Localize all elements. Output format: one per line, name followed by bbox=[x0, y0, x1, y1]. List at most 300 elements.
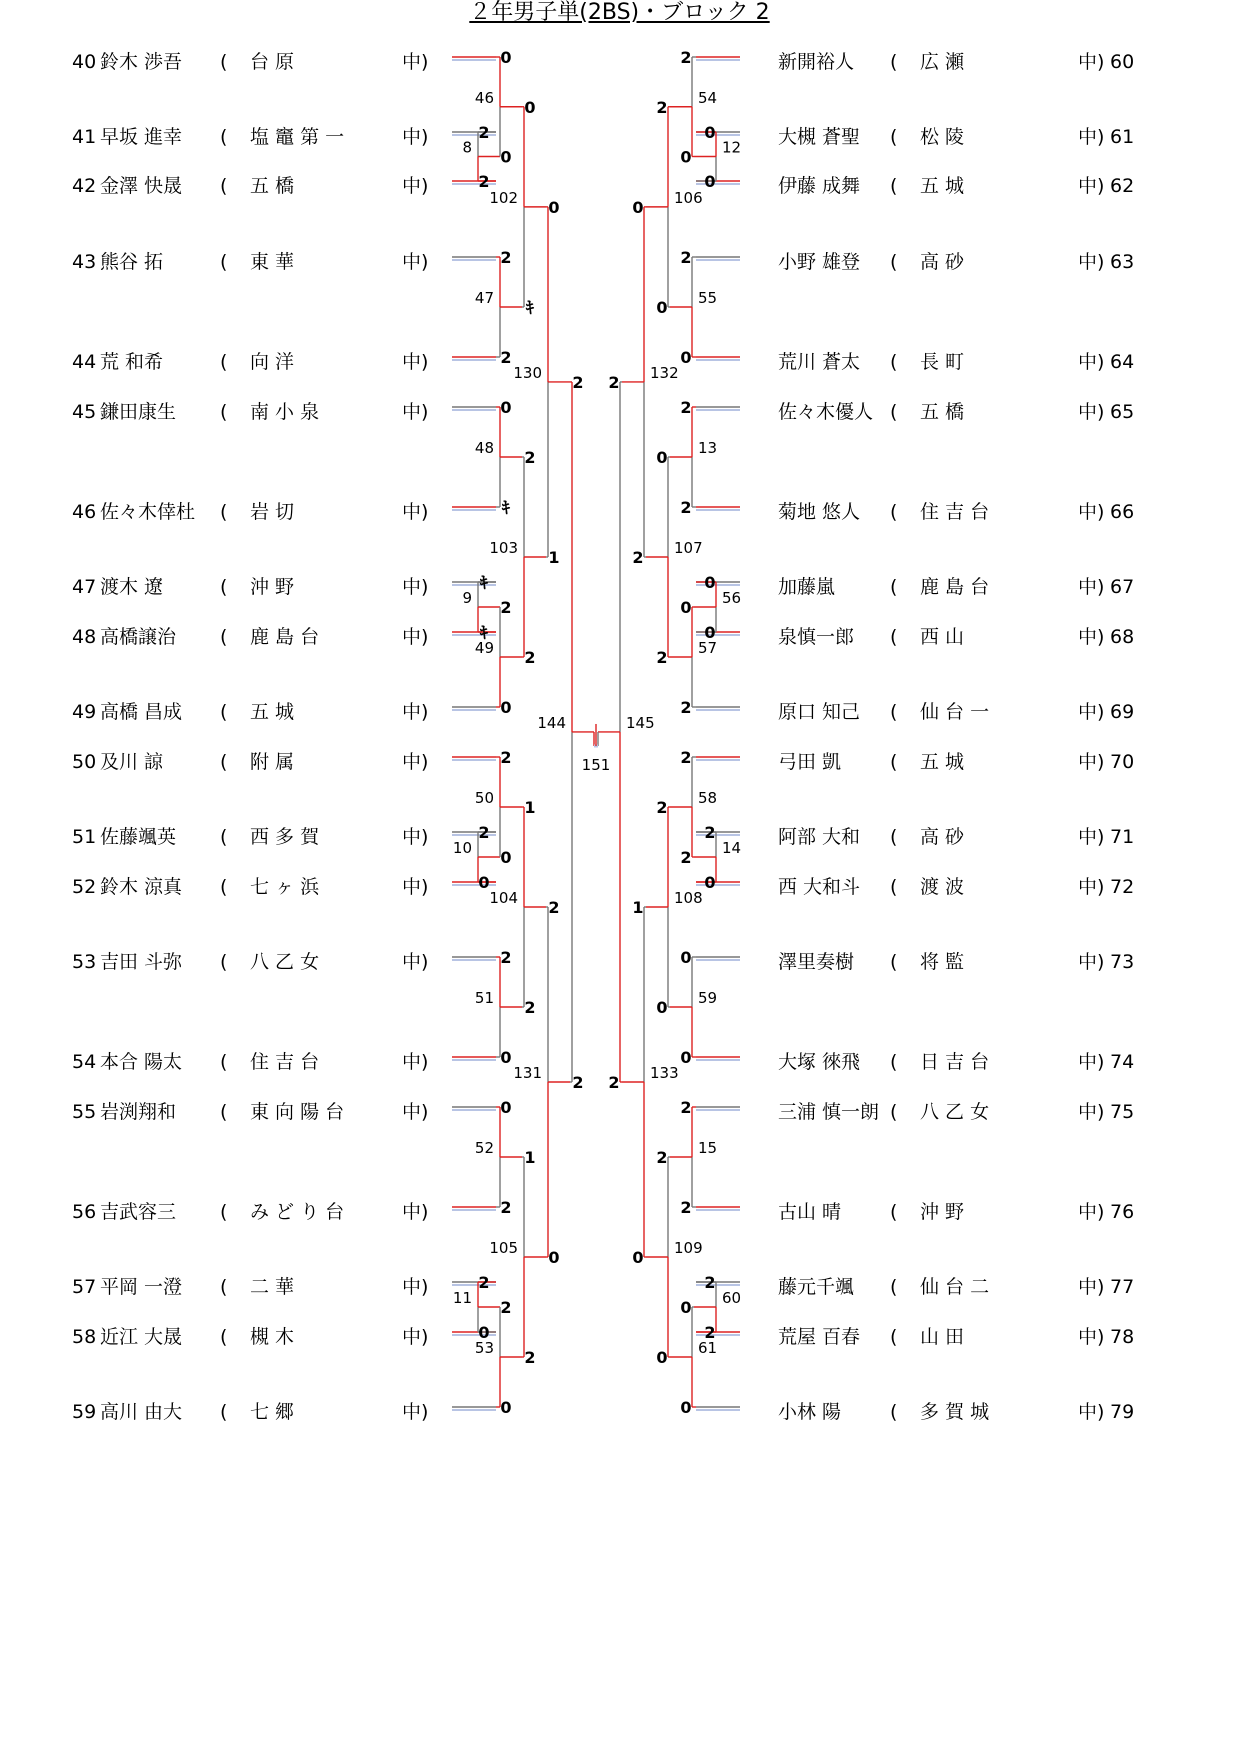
player-number: 55 bbox=[72, 1101, 97, 1123]
open-paren: ( bbox=[220, 751, 228, 773]
player-name: 西 大和斗 bbox=[778, 876, 861, 898]
player-school: 高 砂 bbox=[920, 826, 965, 848]
player-name: 近江 大晟 bbox=[100, 1326, 183, 1348]
school-suffix: 中) bbox=[1078, 626, 1105, 648]
match-score: 2 bbox=[548, 898, 560, 917]
player-number: 72 bbox=[1110, 876, 1135, 898]
player-name: 及川 諒 bbox=[100, 751, 164, 773]
match-number: 55 bbox=[698, 289, 718, 307]
match-score: 2 bbox=[478, 1273, 490, 1292]
match-number: 151 bbox=[581, 755, 611, 774]
match-number: 103 bbox=[489, 539, 518, 557]
player-number: 60 bbox=[1110, 51, 1135, 73]
match-number: 54 bbox=[698, 88, 718, 107]
player-school: 日 吉 台 bbox=[920, 1051, 990, 1073]
player-school: 附 属 bbox=[250, 751, 295, 773]
open-paren: ( bbox=[890, 351, 898, 373]
match-score: 0 bbox=[500, 698, 512, 717]
player-school: 七 郷 bbox=[250, 1401, 295, 1423]
match-score: 0 bbox=[500, 1098, 512, 1117]
player-name: 小林 陽 bbox=[778, 1401, 842, 1423]
match-score: 0 bbox=[500, 147, 512, 167]
match-number: 108 bbox=[674, 889, 703, 907]
match-number: 58 bbox=[698, 789, 718, 807]
player-school: 将 監 bbox=[920, 951, 965, 973]
match-number: 132 bbox=[650, 363, 679, 382]
player-name: 鎌田康生 bbox=[100, 401, 177, 423]
school-suffix: 中) bbox=[402, 626, 429, 648]
open-paren: ( bbox=[890, 501, 898, 523]
match-score: 2 bbox=[500, 748, 512, 767]
school-suffix: 中) bbox=[1078, 1401, 1105, 1423]
match-score: 1 bbox=[548, 548, 560, 567]
player-name: 佐々木優人 bbox=[778, 401, 874, 423]
match-score: ｷ bbox=[479, 573, 489, 592]
open-paren: ( bbox=[220, 1276, 228, 1298]
school-suffix: 中) bbox=[1078, 1101, 1105, 1123]
match-score: 0 bbox=[656, 298, 668, 317]
open-paren: ( bbox=[890, 751, 898, 773]
open-paren: ( bbox=[890, 826, 898, 848]
player-number: 69 bbox=[1110, 701, 1135, 723]
match-number: 57 bbox=[698, 639, 718, 657]
school-suffix: 中) bbox=[1078, 1051, 1105, 1073]
match-score: 1 bbox=[632, 898, 644, 917]
match-score: 0 bbox=[680, 1048, 692, 1067]
match-number: 8 bbox=[462, 138, 472, 157]
match-score: 2 bbox=[680, 698, 692, 717]
open-paren: ( bbox=[890, 1201, 898, 1223]
player-number: 79 bbox=[1110, 1401, 1135, 1423]
player-school: 沖 野 bbox=[920, 1201, 965, 1223]
player-number: 53 bbox=[72, 951, 97, 973]
open-paren: ( bbox=[890, 576, 898, 598]
player-school: 多 賀 城 bbox=[920, 1401, 990, 1423]
match-score: 0 bbox=[680, 598, 692, 617]
match-number: 105 bbox=[489, 1239, 518, 1257]
player-name: 阿部 大和 bbox=[778, 826, 861, 848]
player-name: 渡木 遼 bbox=[100, 576, 164, 598]
match-score: 0 bbox=[500, 398, 512, 417]
match-score: 0 bbox=[500, 48, 512, 67]
match-score: 2 bbox=[500, 948, 512, 967]
school-suffix: 中) bbox=[402, 175, 429, 197]
match-number: 48 bbox=[474, 439, 494, 457]
player-number: 49 bbox=[72, 701, 97, 723]
match-score: 0 bbox=[680, 348, 692, 367]
school-suffix: 中) bbox=[1078, 826, 1105, 848]
player-school: 槻 木 bbox=[250, 1326, 295, 1348]
school-suffix: 中) bbox=[1078, 701, 1105, 723]
player-name: 高橋譲治 bbox=[100, 626, 177, 648]
match-number: 11 bbox=[452, 1289, 472, 1307]
match-number: 12 bbox=[722, 138, 742, 157]
player-school: 塩 竈 第 一 bbox=[250, 126, 345, 148]
player-name: 伊藤 成舞 bbox=[778, 175, 861, 197]
player-name: 佐々木倖杜 bbox=[100, 501, 196, 523]
match-score: 0 bbox=[478, 1323, 490, 1342]
match-score: ｷ bbox=[501, 498, 511, 517]
match-score: 1 bbox=[524, 798, 536, 817]
open-paren: ( bbox=[220, 576, 228, 598]
open-paren: ( bbox=[890, 1101, 898, 1123]
match-score: 2 bbox=[680, 1198, 692, 1217]
open-paren: ( bbox=[890, 126, 898, 148]
player-school: 広 瀬 bbox=[920, 51, 965, 73]
match-score: 2 bbox=[478, 172, 490, 191]
match-number: 104 bbox=[489, 889, 518, 907]
player-school: 松 陵 bbox=[920, 126, 965, 148]
match-score: 2 bbox=[524, 648, 536, 667]
match-score: ｷ bbox=[525, 298, 535, 317]
open-paren: ( bbox=[220, 951, 228, 973]
open-paren: ( bbox=[890, 1326, 898, 1348]
school-suffix: 中) bbox=[1078, 501, 1105, 523]
school-suffix: 中) bbox=[1078, 1326, 1105, 1348]
match-score: 2 bbox=[656, 1148, 668, 1167]
player-number: 54 bbox=[72, 1051, 97, 1073]
player-number: 41 bbox=[72, 126, 97, 148]
player-number: 76 bbox=[1110, 1201, 1135, 1223]
match-score: 2 bbox=[608, 1073, 620, 1092]
open-paren: ( bbox=[890, 951, 898, 973]
school-suffix: 中) bbox=[402, 576, 429, 598]
match-number: 53 bbox=[474, 1339, 494, 1357]
player-number: 52 bbox=[72, 876, 97, 898]
player-name: 吉田 斗弥 bbox=[100, 951, 183, 973]
match-score: 0 bbox=[704, 123, 716, 142]
match-score: 0 bbox=[680, 948, 692, 967]
player-school: み ど り 台 bbox=[250, 1201, 345, 1223]
school-suffix: 中) bbox=[402, 1276, 429, 1298]
match-number: 61 bbox=[698, 1339, 718, 1357]
player-school: 高 砂 bbox=[920, 251, 965, 273]
school-suffix: 中) bbox=[1078, 576, 1105, 598]
school-suffix: 中) bbox=[402, 751, 429, 773]
match-number: 47 bbox=[474, 289, 494, 307]
match-score: 2 bbox=[704, 1273, 716, 1292]
open-paren: ( bbox=[890, 251, 898, 273]
player-name: 岩渕翔和 bbox=[100, 1101, 177, 1123]
player-name: 荒 和希 bbox=[100, 351, 164, 373]
player-name: 古山 晴 bbox=[778, 1201, 842, 1223]
open-paren: ( bbox=[220, 126, 228, 148]
player-school: 五 城 bbox=[920, 175, 965, 197]
school-suffix: 中) bbox=[1078, 951, 1105, 973]
match-score: 0 bbox=[704, 873, 716, 892]
school-suffix: 中) bbox=[1078, 175, 1105, 197]
player-school: 台 原 bbox=[250, 51, 295, 73]
player-name: 熊谷 拓 bbox=[100, 251, 164, 273]
match-number: 56 bbox=[722, 589, 742, 607]
player-school: 五 橋 bbox=[250, 175, 295, 197]
match-score: 2 bbox=[656, 648, 668, 667]
player-number: 78 bbox=[1110, 1326, 1135, 1348]
match-number: 131 bbox=[513, 1064, 542, 1082]
school-suffix: 中) bbox=[402, 1201, 429, 1223]
player-school: 東 向 陽 台 bbox=[250, 1101, 345, 1123]
player-school: 五 橋 bbox=[920, 401, 965, 423]
player-number: 73 bbox=[1110, 951, 1135, 973]
school-suffix: 中) bbox=[402, 126, 429, 148]
open-paren: ( bbox=[890, 626, 898, 648]
player-number: 50 bbox=[72, 751, 97, 773]
open-paren: ( bbox=[220, 51, 228, 73]
school-suffix: 中) bbox=[1078, 401, 1105, 423]
player-school: 向 洋 bbox=[250, 351, 295, 373]
player-name: 荒川 蒼太 bbox=[778, 351, 861, 373]
player-number: 62 bbox=[1110, 175, 1135, 197]
player-school: 長 町 bbox=[920, 351, 965, 373]
match-score: 0 bbox=[632, 197, 644, 217]
player-name: 鈴木 涼真 bbox=[100, 876, 183, 898]
match-number: 133 bbox=[650, 1064, 679, 1082]
match-score: 2 bbox=[704, 823, 716, 842]
school-suffix: 中) bbox=[402, 826, 429, 848]
open-paren: ( bbox=[890, 401, 898, 423]
school-suffix: 中) bbox=[1078, 876, 1105, 898]
open-paren: ( bbox=[890, 51, 898, 73]
match-score: 0 bbox=[500, 848, 512, 867]
school-suffix: 中) bbox=[402, 951, 429, 973]
player-number: 66 bbox=[1110, 501, 1135, 523]
match-score: 2 bbox=[680, 48, 692, 67]
match-score: ｷ bbox=[479, 623, 489, 642]
player-number: 58 bbox=[72, 1326, 97, 1348]
match-score: 2 bbox=[680, 1098, 692, 1117]
player-name: 平岡 一澄 bbox=[100, 1276, 183, 1298]
school-suffix: 中) bbox=[402, 401, 429, 423]
player-number: 56 bbox=[72, 1201, 97, 1223]
school-suffix: 中) bbox=[1078, 1276, 1105, 1298]
match-score: 2 bbox=[656, 798, 668, 817]
match-score: 0 bbox=[500, 1048, 512, 1067]
player-name: 高川 由大 bbox=[100, 1401, 183, 1423]
open-paren: ( bbox=[890, 876, 898, 898]
match-score: 2 bbox=[572, 1073, 584, 1092]
match-score: 2 bbox=[524, 998, 536, 1017]
match-score: 2 bbox=[500, 348, 512, 367]
player-school: 八 乙 女 bbox=[250, 951, 320, 973]
match-score: 0 bbox=[656, 1348, 668, 1367]
open-paren: ( bbox=[220, 401, 228, 423]
match-score: 2 bbox=[656, 97, 668, 117]
player-name: 弓田 凱 bbox=[778, 751, 842, 773]
open-paren: ( bbox=[220, 175, 228, 197]
match-number: 59 bbox=[698, 989, 718, 1007]
player-name: 大槻 蒼聖 bbox=[778, 126, 861, 148]
match-number: 106 bbox=[674, 188, 703, 207]
match-number: 15 bbox=[698, 1139, 718, 1157]
match-number: 14 bbox=[722, 839, 742, 857]
match-number: 10 bbox=[452, 839, 472, 857]
match-number: 13 bbox=[698, 439, 718, 457]
player-number: 61 bbox=[1110, 126, 1135, 148]
player-number: 68 bbox=[1110, 626, 1135, 648]
match-score: 2 bbox=[680, 248, 692, 267]
player-number: 75 bbox=[1110, 1101, 1135, 1123]
match-score: 2 bbox=[500, 248, 512, 267]
player-name: 金澤 快晟 bbox=[100, 175, 183, 197]
player-number: 51 bbox=[72, 826, 97, 848]
player-number: 43 bbox=[72, 251, 97, 273]
open-paren: ( bbox=[890, 1051, 898, 1073]
player-school: 鹿 島 台 bbox=[250, 626, 320, 648]
open-paren: ( bbox=[220, 1051, 228, 1073]
school-suffix: 中) bbox=[1078, 126, 1105, 148]
player-school: 五 城 bbox=[250, 701, 295, 723]
player-number: 48 bbox=[72, 626, 97, 648]
match-score: 0 bbox=[704, 623, 716, 642]
school-suffix: 中) bbox=[402, 351, 429, 373]
player-number: 71 bbox=[1110, 826, 1135, 848]
match-score: 2 bbox=[608, 372, 620, 392]
match-score: 2 bbox=[524, 1348, 536, 1367]
player-name: 大塚 徠飛 bbox=[778, 1051, 861, 1073]
player-number: 65 bbox=[1110, 401, 1135, 423]
match-score: 2 bbox=[478, 123, 490, 142]
match-score: 2 bbox=[500, 1198, 512, 1217]
player-name: 加藤嵐 bbox=[778, 576, 836, 598]
player-school: 山 田 bbox=[920, 1326, 965, 1348]
player-number: 64 bbox=[1110, 351, 1135, 373]
school-suffix: 中) bbox=[1078, 1201, 1105, 1223]
player-number: 45 bbox=[72, 401, 97, 423]
match-number: 51 bbox=[474, 989, 494, 1007]
player-number: 67 bbox=[1110, 576, 1135, 598]
player-school: 七 ヶ 浜 bbox=[250, 876, 320, 898]
match-number: 109 bbox=[674, 1239, 703, 1257]
school-suffix: 中) bbox=[402, 1326, 429, 1348]
open-paren: ( bbox=[220, 826, 228, 848]
school-suffix: 中) bbox=[402, 501, 429, 523]
player-name: 泉慎一郎 bbox=[778, 626, 855, 648]
match-score: 0 bbox=[704, 172, 716, 191]
player-school: 五 城 bbox=[920, 751, 965, 773]
match-score: 2 bbox=[680, 848, 692, 867]
player-name: 荒屋 百春 bbox=[778, 1326, 861, 1348]
match-score: 0 bbox=[680, 1298, 692, 1317]
open-paren: ( bbox=[220, 501, 228, 523]
player-school: 仙 台 二 bbox=[920, 1276, 990, 1298]
player-school: 二 華 bbox=[250, 1276, 295, 1298]
open-paren: ( bbox=[220, 351, 228, 373]
player-school: 住 吉 台 bbox=[920, 501, 990, 523]
match-score: 0 bbox=[478, 873, 490, 892]
player-school: 渡 波 bbox=[920, 876, 965, 898]
open-paren: ( bbox=[220, 1101, 228, 1123]
open-paren: ( bbox=[220, 1326, 228, 1348]
player-school: 沖 野 bbox=[250, 576, 295, 598]
player-school: 仙 台 一 bbox=[920, 701, 990, 723]
open-paren: ( bbox=[220, 251, 228, 273]
player-name: 藤元千颯 bbox=[778, 1276, 855, 1298]
match-number: 102 bbox=[489, 188, 518, 207]
match-score: 0 bbox=[680, 147, 692, 167]
player-name: 小野 雄登 bbox=[778, 251, 861, 273]
match-score: 1 bbox=[524, 1148, 536, 1167]
player-number: 47 bbox=[72, 576, 97, 598]
open-paren: ( bbox=[890, 175, 898, 197]
player-number: 42 bbox=[72, 175, 97, 197]
match-score: 2 bbox=[572, 372, 584, 392]
player-name: 吉武容三 bbox=[100, 1201, 177, 1223]
match-number: 50 bbox=[474, 789, 494, 807]
school-suffix: 中) bbox=[402, 876, 429, 898]
match-number: 145 bbox=[626, 713, 655, 732]
player-school: 東 華 bbox=[250, 251, 295, 273]
player-school: 住 吉 台 bbox=[250, 1051, 320, 1073]
player-number: 77 bbox=[1110, 1276, 1135, 1298]
match-score: 0 bbox=[632, 1248, 644, 1267]
match-score: 0 bbox=[500, 1398, 512, 1417]
open-paren: ( bbox=[220, 1201, 228, 1223]
match-score: 2 bbox=[478, 823, 490, 842]
player-school: 岩 切 bbox=[250, 501, 295, 523]
school-suffix: 中) bbox=[402, 1101, 429, 1123]
open-paren: ( bbox=[220, 701, 228, 723]
player-school: 西 多 賀 bbox=[250, 826, 320, 848]
match-score: 2 bbox=[680, 498, 692, 517]
match-number: 49 bbox=[474, 639, 494, 657]
player-number: 57 bbox=[72, 1276, 97, 1298]
player-name: 高橋 昌成 bbox=[100, 701, 183, 723]
match-number: 144 bbox=[537, 713, 566, 732]
player-name: 本合 陽太 bbox=[100, 1051, 183, 1073]
match-score: 2 bbox=[632, 548, 644, 567]
match-number: 107 bbox=[674, 539, 703, 557]
player-name: 鈴木 渉吾 bbox=[100, 51, 183, 73]
player-name: 早坂 進幸 bbox=[100, 126, 183, 148]
player-name: 菊地 悠人 bbox=[778, 501, 861, 523]
open-paren: ( bbox=[890, 1401, 898, 1423]
match-number: 130 bbox=[513, 363, 542, 382]
school-suffix: 中) bbox=[402, 1401, 429, 1423]
match-score: 2 bbox=[524, 448, 536, 467]
match-score: 0 bbox=[548, 197, 560, 217]
player-name: 原口 知己 bbox=[778, 701, 861, 723]
open-paren: ( bbox=[220, 876, 228, 898]
player-number: 74 bbox=[1110, 1051, 1135, 1073]
school-suffix: 中) bbox=[402, 51, 429, 73]
school-suffix: 中) bbox=[402, 701, 429, 723]
open-paren: ( bbox=[220, 1401, 228, 1423]
player-name: 佐藤颯英 bbox=[100, 826, 177, 848]
match-score: 2 bbox=[500, 1298, 512, 1317]
player-school: 八 乙 女 bbox=[920, 1101, 990, 1123]
player-number: 44 bbox=[72, 351, 97, 373]
player-school: 鹿 島 台 bbox=[920, 576, 990, 598]
match-number: 52 bbox=[474, 1139, 494, 1157]
school-suffix: 中) bbox=[1078, 251, 1105, 273]
match-score: 2 bbox=[680, 748, 692, 767]
match-score: 0 bbox=[704, 573, 716, 592]
match-score: 0 bbox=[656, 998, 668, 1017]
player-number: 46 bbox=[72, 501, 97, 523]
match-number: 60 bbox=[722, 1289, 742, 1307]
player-number: 40 bbox=[72, 51, 97, 73]
match-score: 0 bbox=[524, 97, 536, 117]
player-name: 新開裕人 bbox=[778, 51, 855, 73]
match-number: 46 bbox=[474, 88, 494, 107]
school-suffix: 中) bbox=[1078, 351, 1105, 373]
bracket-title-text: ２年男子単(2BS)・ブロック 2 bbox=[469, 0, 770, 25]
school-suffix: 中) bbox=[402, 1051, 429, 1073]
match-score: 2 bbox=[704, 1323, 716, 1342]
player-number: 59 bbox=[72, 1401, 97, 1423]
open-paren: ( bbox=[220, 626, 228, 648]
match-score: 0 bbox=[548, 1248, 560, 1267]
